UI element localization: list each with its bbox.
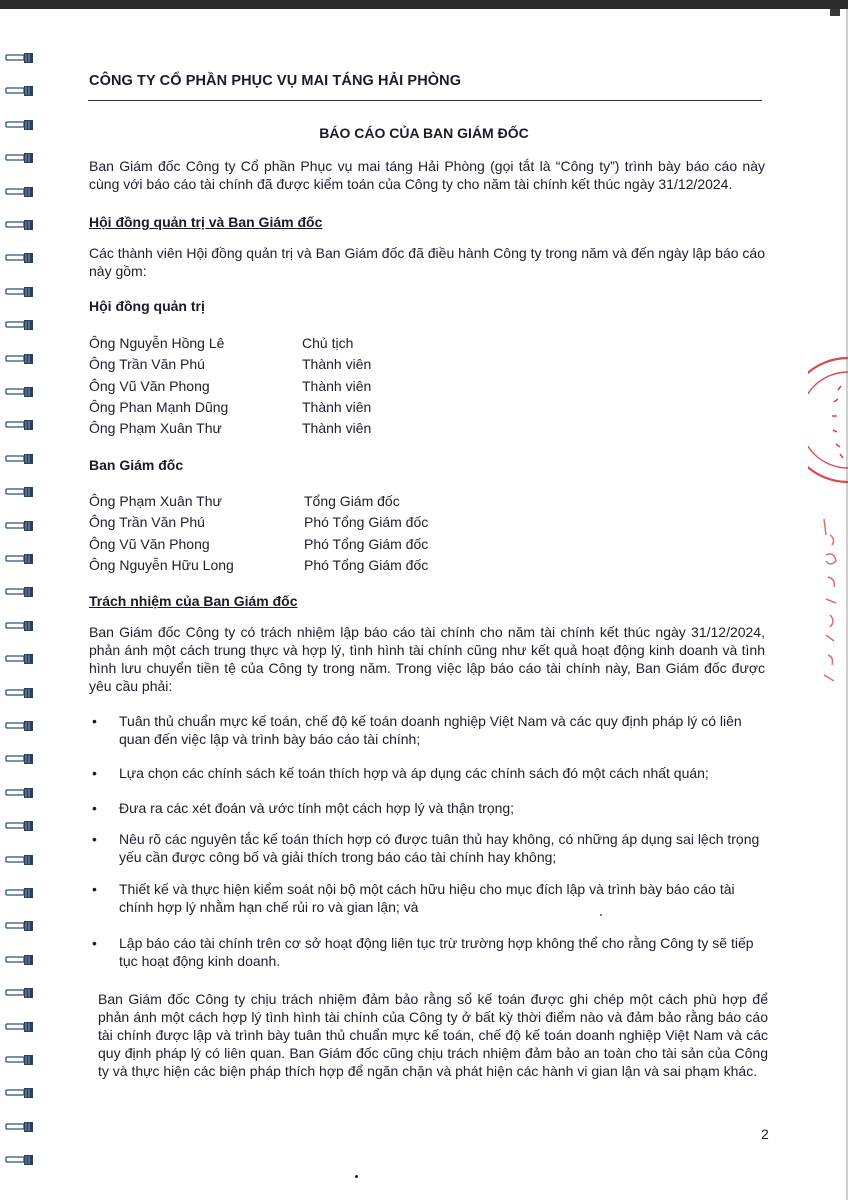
scan-corner-mark — [830, 9, 840, 16]
member-name: Ông Nguyễn Hữu Long — [89, 556, 234, 573]
bullet-dot-icon: • — [92, 881, 97, 897]
scan-speck — [600, 914, 602, 916]
member-role: Thành viên — [302, 398, 372, 415]
binding-ring — [4, 152, 38, 164]
binding-ring — [4, 1021, 38, 1033]
binding-ring — [4, 419, 38, 431]
binding-ring — [4, 386, 38, 398]
binding-ring — [4, 52, 38, 64]
binding-ring — [4, 453, 38, 465]
scan-dot — [355, 1175, 358, 1178]
binding-ring — [4, 586, 38, 598]
member-name: Ông Vũ Văn Phong — [89, 377, 210, 394]
binding-ring — [4, 653, 38, 665]
responsibility-closing: Ban Giám đốc Công ty chịu trách nhiệm đảm bảo rằng sổ kế toán được ghi chép một cách phù hợp để phản ánh một cách hợp lý tình hình tài chính của Công ty ở bất kỳ thời điểm nào và đảm bảo rằng báo cáo tài chính được lập và trình bày tuân thủ chuẩn mực kế toán, chế độ kế toán doanh nghiệp Việt Nam và các quy định pháp lý có liên quan. Ban Giám đốc cũng chịu trách nhiệm đảm bảo an toàn cho tài sản của Công ty và thực hiện các biện pháp thích hợp để ngăn chặn và phát hiện các hành vi gian lận và sai phạm khác. — [98, 991, 768, 1079]
bullet-text: Lập báo cáo tài chính trên cơ sở hoạt động liên tục trừ trường hợp không thể cho rằng Công ty sẽ tiếp tục hoạt động kinh doanh. — [119, 935, 754, 969]
red-seal-stamp — [808, 350, 848, 490]
binding-ring — [4, 753, 38, 765]
binding-ring — [4, 219, 38, 231]
report-title — [0, 125, 848, 141]
binding-ring — [4, 1121, 38, 1133]
binding-ring — [4, 353, 38, 365]
member-role: Phó Tổng Giám đốc — [304, 556, 429, 573]
binding-ring — [4, 987, 38, 999]
page-number: 2 — [761, 1126, 769, 1142]
report-title-text: BÁO CÁO CỦA BAN GIÁM ĐỐC — [319, 125, 529, 141]
member-name: Ông Trần Văn Phú — [89, 356, 205, 373]
binding-ring — [4, 787, 38, 799]
scan-top-edge — [0, 0, 848, 9]
binding-ring — [4, 486, 38, 498]
bullet-dot-icon: • — [92, 765, 97, 781]
member-name: Ông Nguyễn Hồng Lê — [89, 335, 225, 351]
member-name: Ông Phan Mạnh Dũng — [89, 398, 229, 415]
bullet-text: Nêu rõ các nguyên tắc kế toán thích hợp có được tuân thủ hay không, có những áp dụng sai lệch trọng yếu cần được công bố và giải thích trong báo cáo tài chính hay không; — [119, 831, 760, 865]
bullet-dot-icon: • — [92, 713, 97, 729]
bullet-dot-icon: • — [92, 935, 97, 951]
binding-ring — [4, 85, 38, 97]
member-name: Ông Trần Văn Phú — [89, 514, 205, 531]
member-role: Thành viên — [302, 420, 372, 437]
report-intro: Ban Giám đốc Công ty Cổ phần Phục vụ mai táng Hải Phòng (gọi tắt là “Công ty”) trình bày báo cáo này cùng với báo cáo tài chính đã được kiểm toán của Công ty cho năm tài chính kết thúc ngày 31/12/2024. — [89, 158, 765, 192]
bullet-dot-icon: • — [92, 831, 97, 847]
member-role: Phó Tổng Giám đốc — [304, 535, 429, 552]
member-name: Ông Phạm Xuân Thư — [89, 493, 222, 509]
binding-ring — [4, 186, 38, 198]
responsibility-heading: Trách nhiệm của Ban Giám đốc — [89, 593, 298, 609]
member-role: Phó Tổng Giám đốc — [304, 514, 429, 531]
binding-ring — [4, 1054, 38, 1066]
spiral-binding — [4, 40, 42, 1200]
binding-ring — [4, 854, 38, 866]
binding-ring — [4, 520, 38, 532]
binding-ring — [4, 720, 38, 732]
bullet-text: Đưa ra các xét đoán và ước tính một cách hợp lý và thận trọng; — [119, 800, 515, 816]
bullet-dot-icon: • — [92, 800, 97, 816]
binding-ring — [4, 286, 38, 298]
binding-ring — [4, 954, 38, 966]
binding-ring — [4, 920, 38, 932]
bullet-text: Thiết kế và thực hiện kiểm soát nội bộ một cách hữu hiệu cho mục đích lập và trình bày báo cáo tài chính hợp lý nhằm hạn chế rủi ro và gian lận; và — [119, 881, 735, 915]
binding-ring — [4, 1087, 38, 1099]
board-section-intro: Các thành viên Hội đồng quản trị và Ban Giám đốc đã điều hành Công ty trong năm và đến ngày lập báo cáo này gồm: — [89, 245, 765, 279]
management-heading: Ban Giám đốc — [89, 457, 184, 473]
company-name: CÔNG TY CỔ PHẦN PHỤC VỤ MAI TÁNG HẢI PHÒNG — [89, 73, 462, 89]
binding-ring — [4, 1154, 38, 1166]
member-name: Ông Vũ Văn Phong — [89, 535, 210, 552]
binding-ring — [4, 820, 38, 832]
binding-ring — [4, 687, 38, 699]
header-divider — [88, 100, 762, 101]
member-role: Chủ tịch — [302, 335, 354, 351]
bullet-text: Tuân thủ chuẩn mực kế toán, chế độ kế toán doanh nghiệp Việt Nam và các quy định pháp lý có liên quan đến việc lập và trình bày báo cáo tài chính; — [119, 713, 742, 747]
red-signature-stamp — [818, 515, 848, 695]
binding-ring — [4, 319, 38, 331]
board-section-heading: Hội đồng quản trị và Ban Giám đốc — [89, 214, 323, 230]
board-heading: Hội đồng quản trị — [89, 298, 205, 314]
member-role: Tổng Giám đốc — [304, 493, 400, 509]
binding-ring — [4, 620, 38, 632]
binding-ring — [4, 252, 38, 264]
bullet-text: Lựa chọn các chính sách kế toán thích hợp và áp dụng các chính sách đó một cách nhất quán; — [119, 765, 709, 781]
binding-ring — [4, 887, 38, 899]
responsibility-intro: Ban Giám đốc Công ty có trách nhiệm lập báo cáo tài chính cho năm tài chính kết thúc ngày 31/12/2024, phản ánh một cách trung thực và hợp lý, tình hình tài chính cũng như kết quả hoạt động kinh doanh và tình hình lưu chuyển tiền tệ của Công ty trong năm. Trong việc lập báo cáo tài chính này, Ban Giám đốc được yêu cầu phải: — [89, 624, 765, 694]
member-role: Thành viên — [302, 377, 372, 394]
member-role: Thành viên — [302, 356, 372, 373]
member-name: Ông Phạm Xuân Thư — [89, 420, 222, 437]
binding-ring — [4, 553, 38, 565]
